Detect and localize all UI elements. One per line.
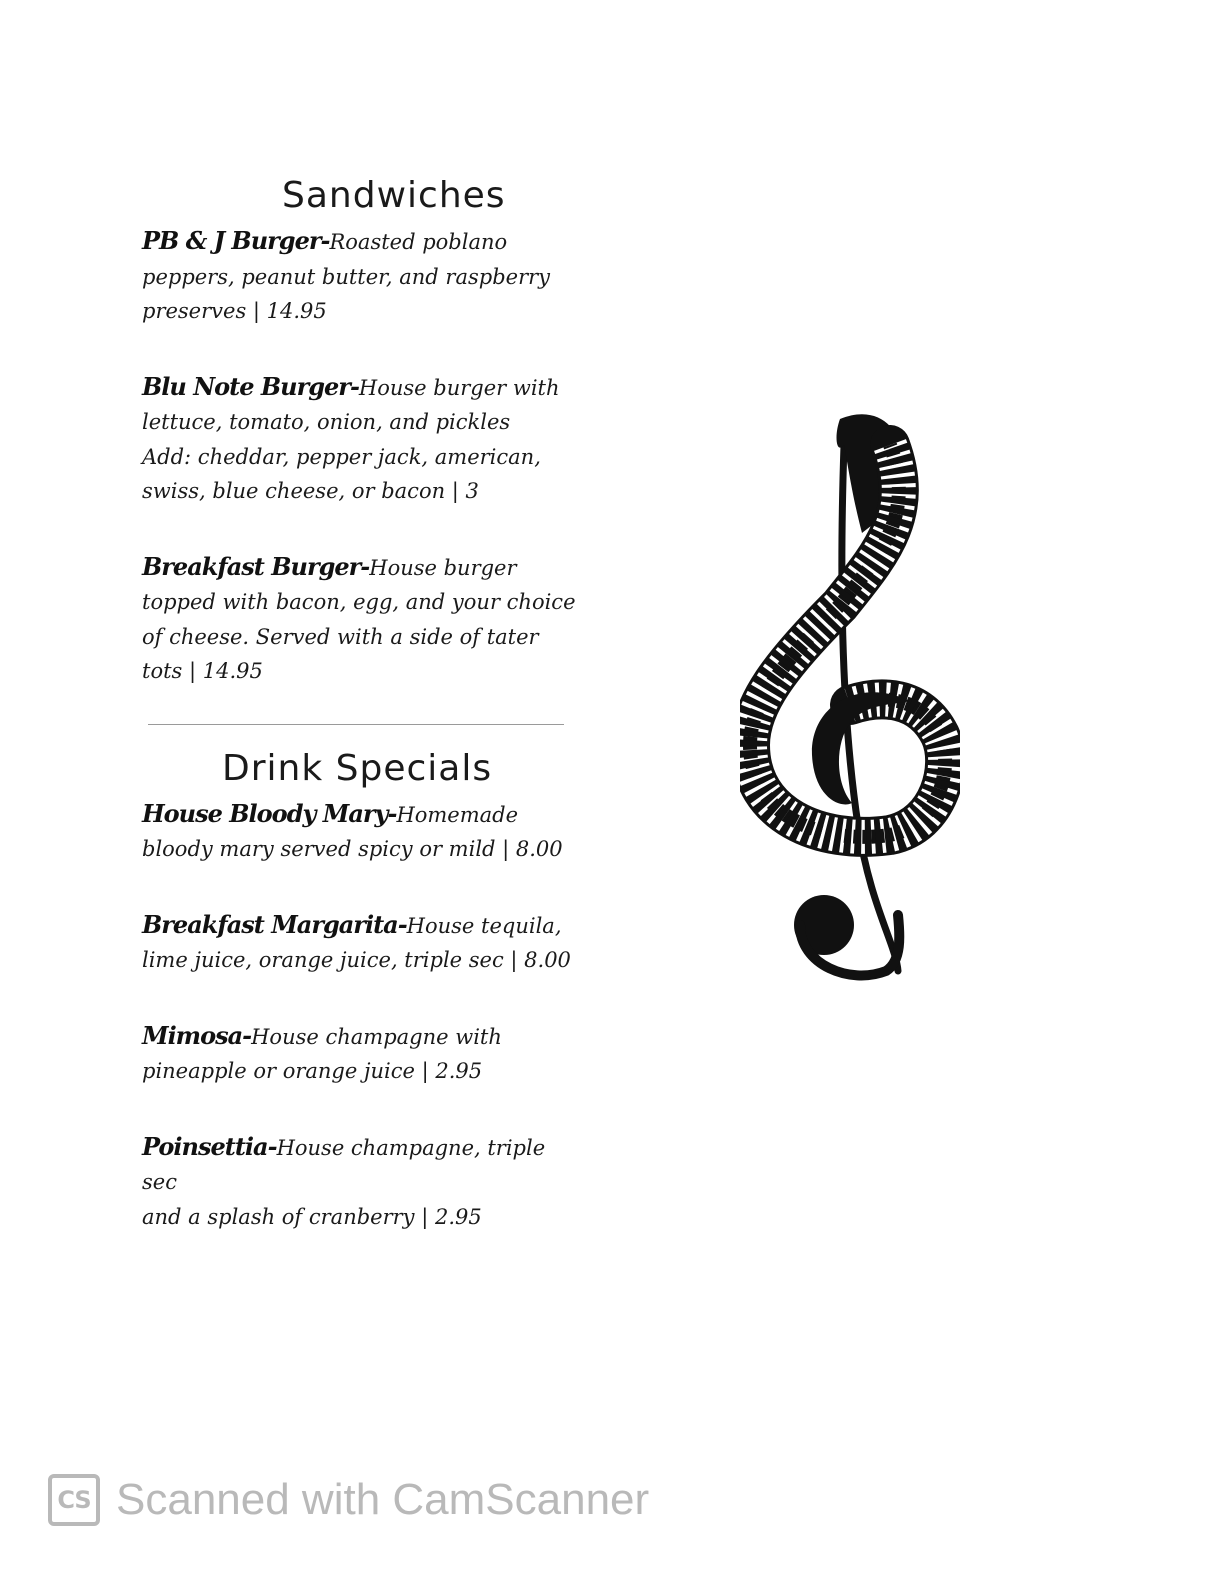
- menu-item: [142, 797, 582, 867]
- menu-item-name: Breakfast Burger-: [142, 551, 370, 581]
- menu-item-name: Poinsettia-: [142, 1131, 277, 1161]
- drink-specials-title: Drink Specials: [222, 747, 493, 789]
- camscanner-watermark: [48, 1472, 649, 1528]
- menu-item-name: Breakfast Margarita-: [142, 909, 407, 939]
- menu-item-description: House champagne with pineapple or orange juice | 2.95: [142, 1024, 502, 1083]
- menu-item-description: House burger with lettuce, tomato, onion, and pickles Add: cheddar, pepper jack, american, swiss, blue cheese, or bacon | 3: [142, 375, 560, 503]
- clef-piano-band: [750, 445, 945, 837]
- menu-item-name: Mimosa-: [142, 1020, 252, 1050]
- menu-item-description: House burger topped with bacon, egg, and your choice of cheese. Served with a side of tater tots | 14.95: [142, 555, 576, 683]
- menu-item: [142, 1019, 582, 1089]
- watermark-text: Scanned with CamScanner: [116, 1475, 650, 1524]
- menu-item: [142, 224, 582, 329]
- camscanner-logo-icon: CS: [48, 1474, 100, 1526]
- menu-item: [142, 908, 582, 978]
- section-divider: [148, 724, 564, 725]
- menu-item: [142, 1130, 582, 1235]
- treble-clef-piano-keys-icon: [740, 405, 960, 985]
- menu-item-name: Blu Note Burger-: [142, 371, 359, 401]
- sandwiches-title: Sandwiches: [282, 175, 506, 216]
- menu-item-name: House Bloody Mary-: [142, 798, 397, 828]
- menu-item-description: House tequila, lime juice, orange juice, triple sec | 8.00: [142, 913, 571, 972]
- menu-item-name: PB & J Burger-: [142, 226, 330, 255]
- menu-item-description: Homemade bloody mary served spicy or mild | 8.00: [142, 802, 563, 861]
- menu-item: [142, 370, 582, 509]
- menu-column: [142, 168, 582, 1275]
- menu-item-description: House champagne, triple sec and a splash of cranberry | 2.95: [142, 1135, 546, 1229]
- menu-item-description: Roasted poblano peppers, peanut butter, and raspberry preserves | 14.95: [142, 230, 551, 323]
- menu-item: [142, 550, 582, 689]
